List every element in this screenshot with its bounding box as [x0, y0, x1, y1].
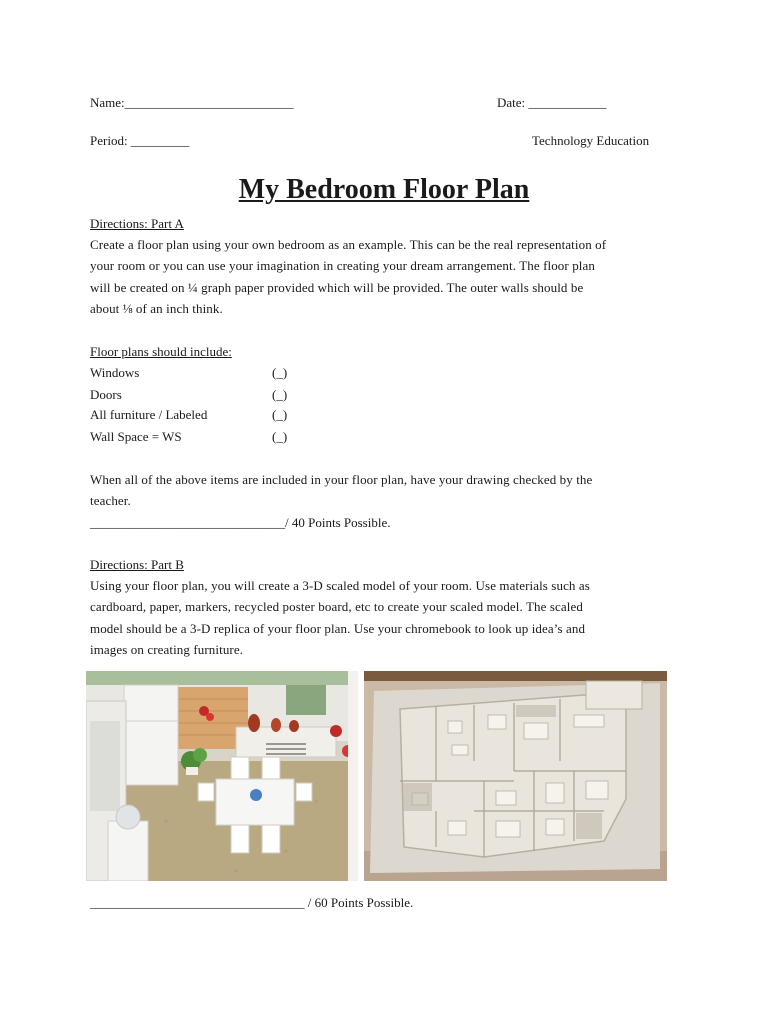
page-title: My Bedroom Floor Plan [238, 174, 530, 205]
checklist-heading: Floor plans should include: [90, 344, 232, 359]
part-b-directions [90, 575, 675, 660]
checklist-item-label: All furniture / Labeled [90, 407, 208, 422]
checklist-item-label: Doors [90, 387, 122, 402]
teacher-check-note [90, 469, 675, 512]
part-b-heading: Directions: Part B [90, 557, 184, 572]
part-a-directions [90, 234, 675, 319]
date-field-label: Date: ____________ [497, 95, 607, 110]
checklist-item-label: Wall Space = WS [90, 429, 182, 444]
checkbox-blank: (_) [272, 429, 288, 444]
checkbox-blank: (_) [272, 387, 288, 402]
part-b-score-line: _________________________________ / 60 Points Possible. [90, 895, 414, 910]
dining-room-model-photo [86, 671, 358, 881]
name-field-label: Name:__________________________ [90, 95, 294, 110]
part-b-line: cardboard, paper, markers, recycled poster board, etc to create your scaled model. The scaled [90, 599, 583, 615]
part-b-line: images on creating furniture. [90, 641, 244, 657]
checklist-item [90, 364, 310, 382]
part-a-heading: Directions: Part A [90, 216, 184, 231]
part-a-line: your room or you can use your imagination in creating your dream arrangement. The floor plan [90, 258, 595, 274]
part-a-line: Create a floor plan using your own bedroom as an example. This can be the real representation of [90, 237, 607, 252]
checklist-item [90, 386, 310, 404]
note-line: When all of the above items are included in your floor plan, have your drawing checked by the [90, 472, 593, 487]
period-field-label: Period: _________ [90, 133, 190, 148]
checkbox-blank: (_) [272, 407, 288, 422]
scale-model-photo [364, 671, 667, 881]
course-name: Technology Education [532, 133, 650, 148]
note-line: teacher. [90, 493, 131, 509]
checklist-item [90, 406, 310, 424]
checklist-item-label: Windows [90, 365, 140, 380]
checklist-item [90, 428, 310, 446]
checkbox-blank: (_) [272, 365, 288, 380]
part-b-line: Using your floor plan, you will create a 3-D scaled model of your room. Use materials such as [90, 578, 590, 593]
part-a-line: will be created on ¼ graph paper provided which will be provided. The outer walls should be [90, 279, 584, 295]
part-b-line: model should be a 3-D replica of your floor plan. Use your chromebook to look up idea’s and [90, 620, 586, 636]
part-a-line: about ⅛ of an inch think. [90, 300, 223, 316]
part-a-score-line: ______________________________/ 40 Points Possible. [90, 515, 391, 530]
